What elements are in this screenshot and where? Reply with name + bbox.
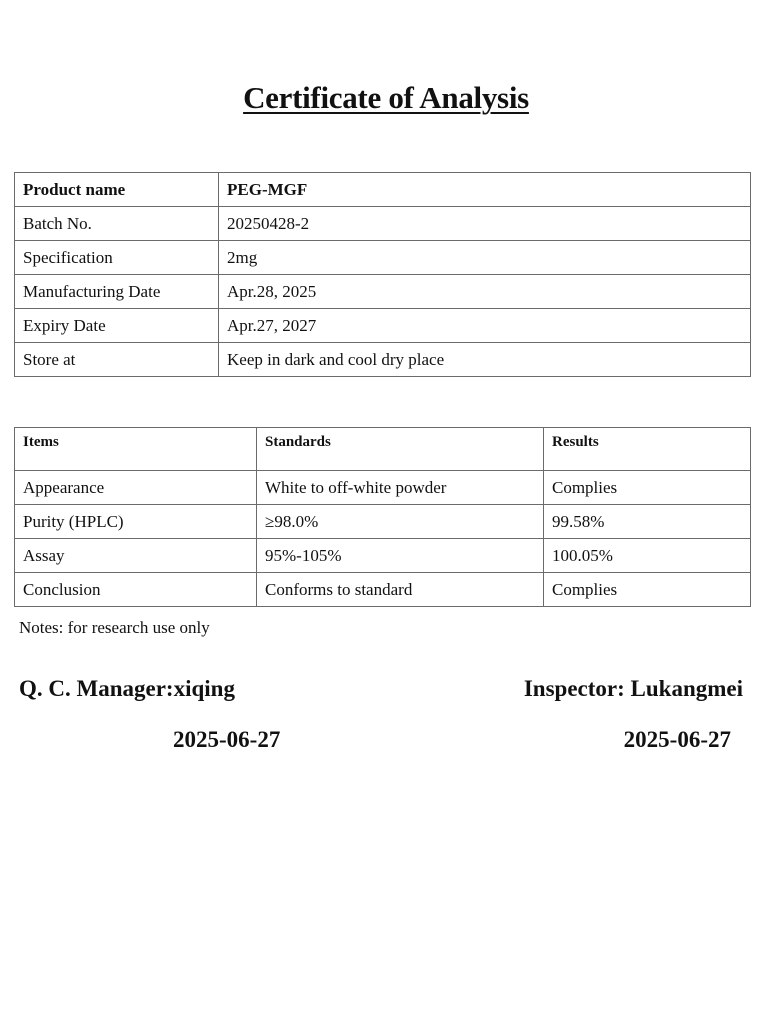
table-row <box>15 505 751 539</box>
standard-cell: ≥98.0% <box>257 505 544 539</box>
test-results-table <box>14 427 751 607</box>
manufacturing-date-value: Apr.28, 2025 <box>219 275 751 309</box>
item-cell: Conclusion <box>15 573 257 607</box>
table-row <box>15 343 751 377</box>
qc-manager-date: 2025-06-27 <box>173 727 281 752</box>
specification-label: Specification <box>15 241 219 275</box>
specification-value: 2mg <box>219 241 751 275</box>
column-header-items: Items <box>15 428 257 471</box>
notes-text: Notes: for research use only <box>19 618 210 637</box>
table-row <box>15 241 751 275</box>
column-header-standards: Standards <box>257 428 544 471</box>
expiry-date-label: Expiry Date <box>15 309 219 343</box>
qc-manager-signature: Q. C. Manager:xiqing <box>19 676 235 701</box>
result-cell: 99.58% <box>544 505 751 539</box>
table-row <box>15 275 751 309</box>
batch-no-value: 20250428-2 <box>219 207 751 241</box>
product-name-value: PEG-MGF <box>219 173 751 207</box>
manufacturing-date-label: Manufacturing Date <box>15 275 219 309</box>
result-cell: Complies <box>544 573 751 607</box>
product-info-table <box>14 172 751 377</box>
store-at-label: Store at <box>15 343 219 377</box>
inspector-date: 2025-06-27 <box>623 727 731 752</box>
inspector-signature: Inspector: Lukangmei <box>523 676 743 701</box>
standard-cell: Conforms to standard <box>257 573 544 607</box>
table-row <box>15 471 751 505</box>
column-header-results: Results <box>544 428 751 471</box>
expiry-date-value: Apr.27, 2027 <box>219 309 751 343</box>
table-row <box>15 173 751 207</box>
table-row <box>15 309 751 343</box>
result-cell: Complies <box>544 471 751 505</box>
product-name-label: Product name <box>15 173 219 207</box>
table-row <box>15 539 751 573</box>
item-cell: Assay <box>15 539 257 573</box>
table-header-row <box>15 428 751 471</box>
document-title: Certificate of Analysis <box>243 80 529 115</box>
item-cell: Appearance <box>15 471 257 505</box>
store-at-value: Keep in dark and cool dry place <box>219 343 751 377</box>
table-row <box>15 207 751 241</box>
item-cell: Purity (HPLC) <box>15 505 257 539</box>
table-row <box>15 573 751 607</box>
result-cell: 100.05% <box>544 539 751 573</box>
standard-cell: 95%-105% <box>257 539 544 573</box>
batch-no-label: Batch No. <box>15 207 219 241</box>
standard-cell: White to off-white powder <box>257 471 544 505</box>
